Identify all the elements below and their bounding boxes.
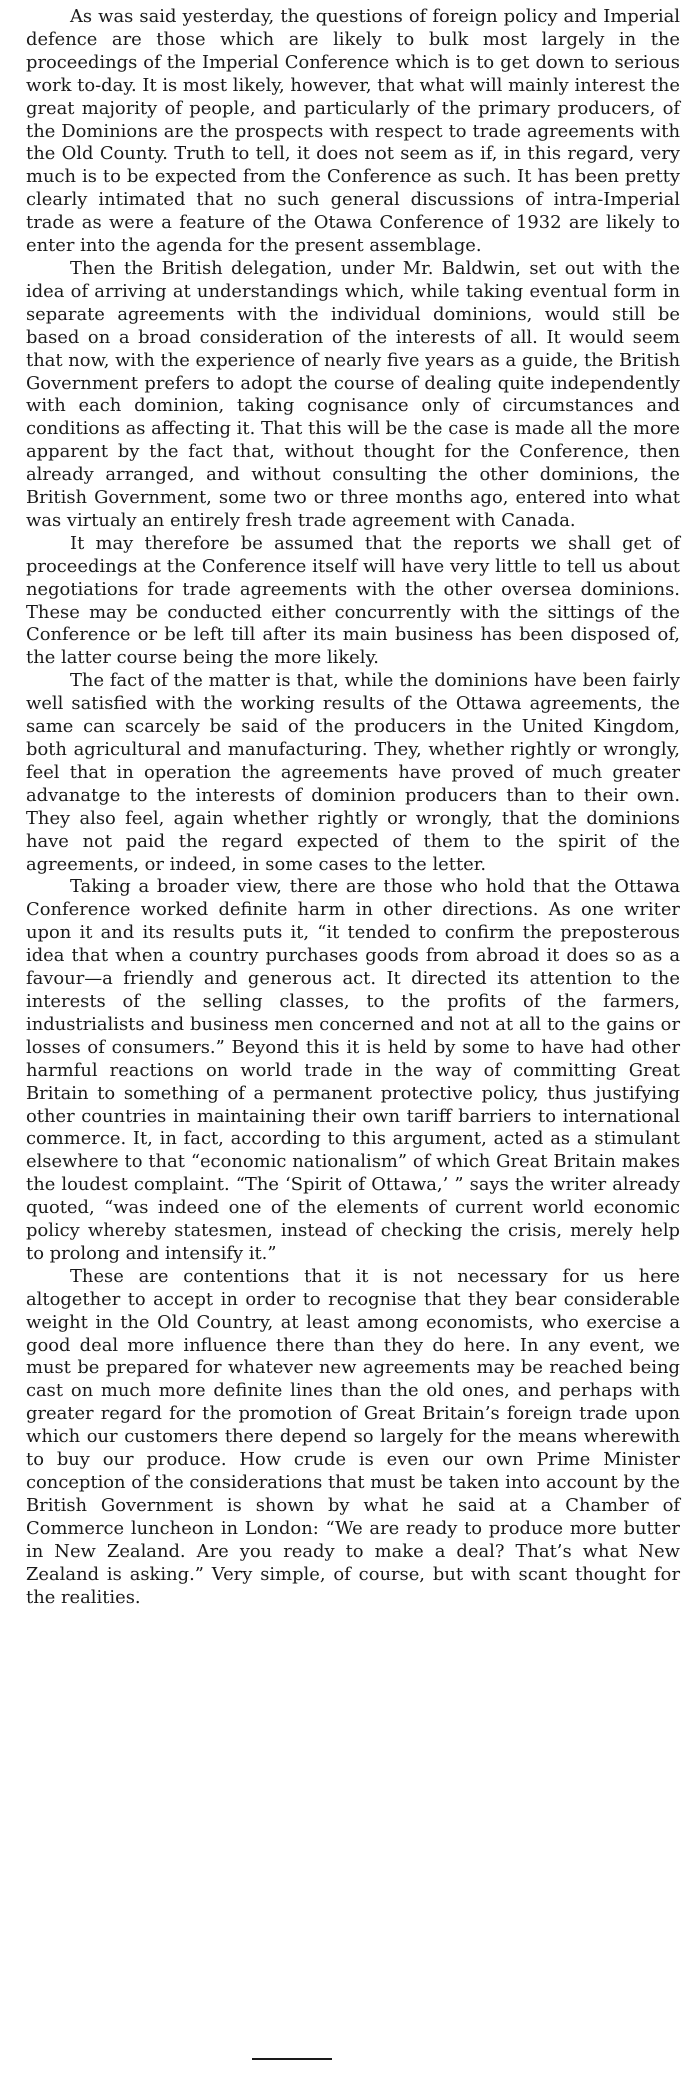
end-rule <box>252 2058 332 2060</box>
paragraph-2: Then the British delegation, under Mr. Baldwin, set out with the idea of arriving at understandings which, while taking eventual form in separate agreements with the individual dominions, would still be based on a broad consideration of the interests of all. It would seem that now, with the experience of nearly five years as a guide, the British Government prefers to adopt the course of dealing quite independently with each dominion, taking cognisance only of circumstances and conditions as affecting it. That this will be the case is made all the more apparent by the fact that, without thought for the Conference, then already arranged, and without consulting the other dominions, the British Government, some two or three months ago, entered into what was virtualy an entirely fresh trade agreement with Canada. <box>26 257 680 531</box>
paragraph-5: Taking a broader view, there are those who hold that the Ottawa Conference worked definite harm in other directions. As one writer upon it and its results puts it, “it tended to confirm the preposterous idea that when a country purchases goods from abroad it does so as a favour—a friendly and generous act. It directed its attention to the interests of the selling classes, to the profits of the farmers, industrialists and business men concerned and not at all to the gains or losses of consumers.” Beyond this it is held by some to have had other harmful reactions on world trade in the way of committing Great Britain to something of a permanent protective policy, thus justifying other countries in maintaining their own tariff barriers to international commerce. It, in fact, according to this argument, acted as a stimulant elsewhere to that “economic nationalism” of which Great Britain makes the loudest complaint. “The ‘Spirit of Ottawa,’ ” says the writer already quoted, “was indeed one of the elements of current world economic policy whereby statesmen, instead of checking the crisis, merely help to prolong and intensify it.” <box>26 876 680 1264</box>
paragraph-1: As was said yesterday, the questions of foreign policy and Imperial defence are those which are likely to bulk most largely in the proceedings of the Imperial Conference which is to get down to serious work to-day. It is most likely, however, that what will mainly interest the great majority of people, and particularly of the primary producers, of the Dominions are the prospects with respect to trade agreements with the Old County. Truth to tell, it does not seem as if, in this regard, very much is to be expected from the Conference as such. It has been pretty clearly intimated that no such general discussions of intra-Imperial trade as were a feature of the Otawa Conference of 1932 are likely to enter into the agenda for the present assemblage. <box>26 6 680 257</box>
paragraph-6: These are contentions that it is not necessary for us here altogether to accept in order to recognise that they bear considerable weight in the Old Country, at least among economists, who exercise a good deal more influence there than they do here. In any event, we must be prepared for whatever new agreements may be reached being cast on much more definite lines than the old ones, and perhaps with greater regard for the promotion of Great Britain’s foreign trade upon which our customers there depend so largely for the means wherewith to buy our produce. How crude is even our own Prime Minister conception of the considerations that must be taken into account by the British Government is shown by what he said at a Chamber of Commerce luncheon in London: “We are ready to produce more butter in New Zealand. Are you ready to make a deal? That’s what New Zealand is asking.” Very simple, of course, but with scant thought for the realities. <box>26 1265 680 1608</box>
paragraph-4: The fact of the matter is that, while the dominions have been fairly well satisfied with the working results of the Ottawa agreements, the same can scarcely be said of the producers in the United Kingdom, both agricultural and manufacturing. They, whether rightly or wrongly, feel that in operation the agreements have proved of much greater advanatge to the interests of dominion producers than to their own. They also feel, again whether rightly or wrongly, that the dominions have not paid the regard expected of them to the spirit of the agreements, or indeed, in some cases to the letter. <box>26 670 680 875</box>
paragraph-3: It may therefore be assumed that the reports we shall get of proceedings at the Conference itself will have very little to tell us about negotiations for trade agreements with the other oversea dominions. These may be conducted either concurrently with the sittings of the Conference or be left till after its main business has been disposed of, the latter course being the more likely. <box>26 532 680 669</box>
